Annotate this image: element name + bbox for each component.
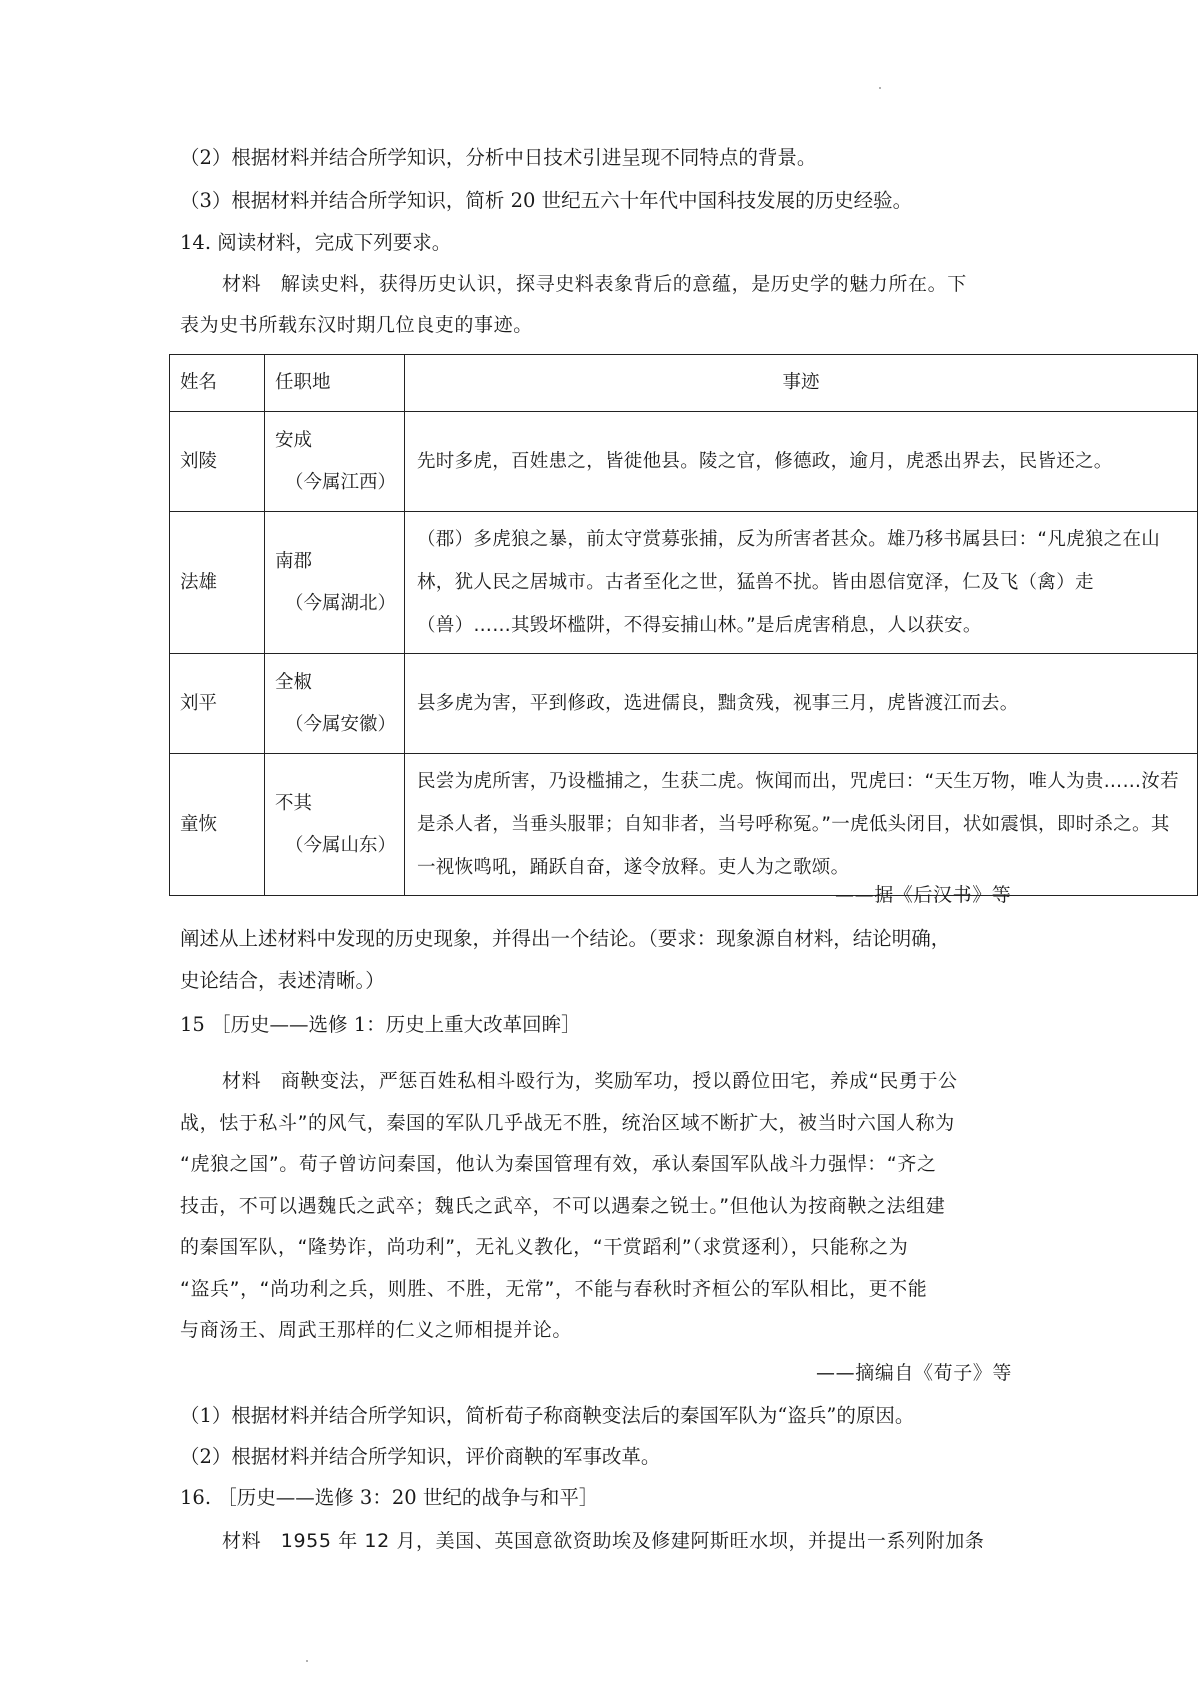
place-modern: （今属山东） xyxy=(285,834,397,856)
q15-material-line: “虎狼之国”。荀子曾访问秦国，他认为秦国管理有效，承认秦国军队战斗力强悍：“齐之 xyxy=(180,1153,937,1175)
official-place xyxy=(265,654,405,754)
official-deed: （郡）多虎狼之暴，前太守赏募张捕，反为所害者甚众。雄乃移书属县曰：“凡虎狼之在山林，犹人民之居城市。古者至化之世，猛兽不扰。皆由恩信宽泽，仁及飞（禽）走（兽）……其毁坏槛阱，不得妄捕山林。”是后虎害稍息，人以获安。 xyxy=(405,512,1198,654)
official-deed: 先时多虎，百姓患之，皆徙他县。陵之官，修德政，逾月，虎悉出界去，民皆还之。 xyxy=(405,412,1198,512)
table-row xyxy=(170,654,1198,754)
place-name: 南郡 xyxy=(275,550,313,572)
q14-source: ——据《后汉书》等 xyxy=(835,884,1012,906)
q15-material-line: “盗兵”，“尚功利之兵，则胜、不胜，无常”，不能与春秋时齐桓公的军队相比，更不能 xyxy=(180,1278,928,1300)
official-place xyxy=(265,512,405,654)
place-modern: （今属安徽） xyxy=(285,713,397,735)
q14-material-line: 材料 解读史料，获得历史认识，探寻史料表象背后的意蕴，是历史学的魅力所在。下 xyxy=(222,273,967,295)
table-header-row xyxy=(170,355,1198,412)
q15-material-line: 技击，不可以遇魏氏之武卒；魏氏之武卒，不可以遇秦之锐士。”但他认为按商鞅之法组建 xyxy=(180,1195,946,1217)
q16-material-line: 材料 1955 年 12 月，美国、英国意欲资助埃及修建阿斯旺水坝，并提出一系列附加条 xyxy=(222,1530,985,1552)
header-place: 任职地 xyxy=(265,355,405,412)
official-name: 法雄 xyxy=(170,512,265,654)
table-row xyxy=(170,412,1198,512)
q14-material-line: 表为史书所载东汉时期几位良吏的事迹。 xyxy=(180,314,533,336)
q13-subquestion-3: （3）根据材料并结合所学知识，简析 20 世纪五六十年代中国科技发展的历史经验。 xyxy=(180,189,913,212)
place-name: 不其 xyxy=(275,792,313,814)
place-modern: （今属湖北） xyxy=(285,592,397,614)
official-place xyxy=(265,412,405,512)
place-name: 安成 xyxy=(275,429,313,451)
official-name: 刘平 xyxy=(170,654,265,754)
place-name: 全椒 xyxy=(275,671,313,693)
q14-task-line: 阐述从上述材料中发现的历史现象，并得出一个结论。（要求：现象源自材料，结论明确， xyxy=(180,927,951,950)
official-name: 童恢 xyxy=(170,754,265,896)
q14-task-line: 史论结合，表述清晰。） xyxy=(180,969,385,992)
q15-material-line: 的秦国军队，“隆势诈，尚功利”，无礼义教化，“干赏蹈利”（求赏逐利），只能称之为 xyxy=(180,1236,909,1258)
official-deed: 民尝为虎所害，乃设槛捕之，生获二虎。恢闻而出，咒虎曰：“天生万物，唯人为贵……汝若是杀人者，当垂头服罪；自知非者，当号呼称冤。”一虎低头闭目，状如震惧，即时杀之。其一视恢鸣吼，踊跃自奋，遂令放释。吏人为之歌颂。 xyxy=(405,754,1198,896)
table-row xyxy=(170,754,1198,896)
q13-subquestion-2: （2）根据材料并结合所学知识，分析中日技术引进呈现不同特点的背景。 xyxy=(180,146,817,169)
q15-title: 15 ［历史——选修 1：历史上重大改革回眸］ xyxy=(180,1013,581,1036)
q16-title: 16. ［历史——选修 3：20 世纪的战争与和平］ xyxy=(180,1486,599,1509)
q15-subquestion-1: （1）根据材料并结合所学知识，简析荀子称商鞅变法后的秦国军队为“盗兵”的原因。 xyxy=(180,1404,915,1427)
q15-material-line: 战，怯于私斗”的风气，秦国的军队几乎战无不胜，统治区域不断扩大，被当时六国人称为 xyxy=(180,1112,955,1134)
scan-speck xyxy=(306,1660,308,1662)
header-deeds: 事迹 xyxy=(405,355,1198,412)
q15-subquestion-2: （2）根据材料并结合所学知识，评价商鞅的军事改革。 xyxy=(180,1445,661,1468)
official-name: 刘陵 xyxy=(170,412,265,512)
q15-material-line: 材料 商鞅变法，严惩百姓私相斗殴行为，奖励军功，授以爵位田宅，养成“民勇于公 xyxy=(222,1070,958,1092)
place-modern: （今属江西） xyxy=(285,471,397,493)
q14-title: 14. 阅读材料，完成下列要求。 xyxy=(180,231,452,254)
q15-source: ——摘编自《荀子》等 xyxy=(816,1362,1013,1384)
official-deed: 县多虎为害，平到修政，选进儒良，黜贪残，视事三月，虎皆渡江而去。 xyxy=(405,654,1198,754)
header-name: 姓名 xyxy=(170,355,265,412)
officials-deeds-table xyxy=(169,354,1198,896)
q15-material-line: 与商汤王、周武王那样的仁义之师相提并论。 xyxy=(180,1319,573,1341)
table-row xyxy=(170,512,1198,654)
official-place xyxy=(265,754,405,896)
scan-speck xyxy=(879,87,881,89)
